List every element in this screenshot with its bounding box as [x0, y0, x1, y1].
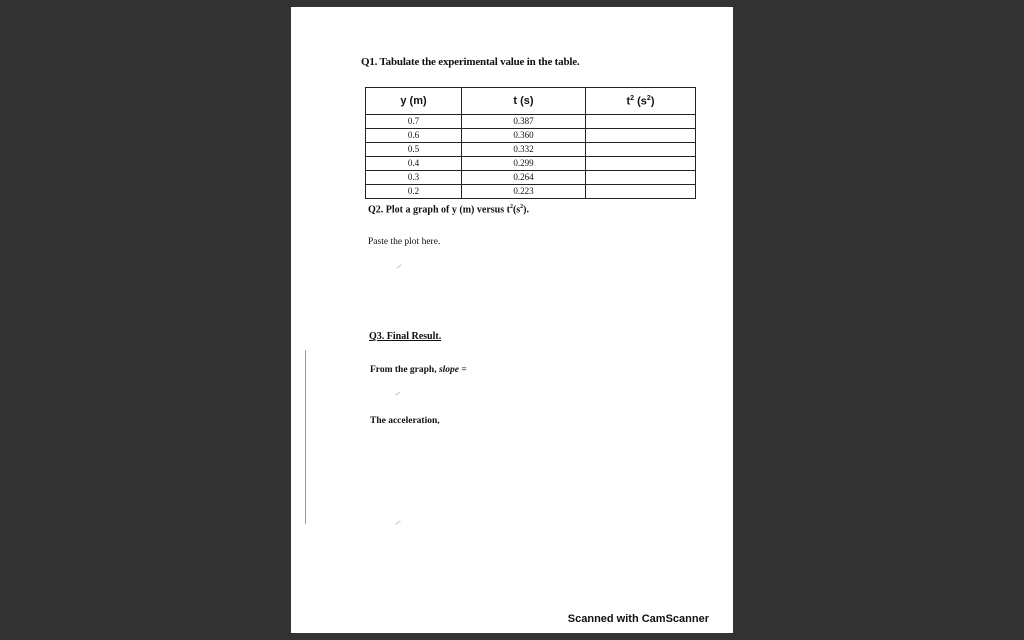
acceleration-line: The acceleration,	[370, 416, 440, 426]
table-row	[366, 185, 696, 199]
slope-line: From the graph, slope =	[370, 365, 467, 375]
table-row	[366, 171, 696, 185]
cell-y: 0.5	[366, 143, 462, 157]
scan-margin-line	[305, 350, 306, 524]
cell-t: 0.299	[462, 157, 586, 171]
pen-mark	[395, 520, 400, 524]
cell-y: 0.2	[366, 185, 462, 199]
q1-heading: Q1. Tabulate the experimental value in the table.	[361, 56, 580, 68]
q2-heading: Q2. Plot a graph of y (m) versus $t^2(s^2)$.	[368, 204, 530, 216]
cell-t: 0.264	[462, 171, 586, 185]
pen-mark	[395, 391, 400, 395]
table-row	[366, 129, 696, 143]
cell-y: 0.4	[366, 157, 462, 171]
cell-t: 0.360	[462, 129, 586, 143]
pen-mark	[396, 264, 401, 268]
cell-y: 0.7	[366, 115, 462, 129]
cell-y: 0.3	[366, 171, 462, 185]
cell-y: 0.6	[366, 129, 462, 143]
camscanner-watermark: Scanned with CamScanner	[567, 613, 709, 625]
data-table	[365, 87, 696, 199]
cell-t: 0.223	[462, 185, 586, 199]
table-header-row	[366, 88, 696, 115]
cell-t: 0.332	[462, 143, 586, 157]
table-row	[366, 157, 696, 171]
cell-t: 0.387	[462, 115, 586, 129]
cell-t-squared[interactable]	[586, 129, 696, 143]
table-row	[366, 143, 696, 157]
header-t-squared: $t^2$ $(s^2)$	[586, 88, 696, 115]
scanned-page	[291, 7, 733, 633]
paste-plot-note: Paste the plot here.	[368, 237, 441, 247]
header-y: y (m)	[366, 88, 462, 115]
header-t: t (s)	[462, 88, 586, 115]
cell-t-squared[interactable]	[586, 115, 696, 129]
q3-heading: Q3. Final Result.	[369, 331, 442, 342]
cell-t-squared[interactable]	[586, 143, 696, 157]
table-row	[366, 115, 696, 129]
cell-t-squared[interactable]	[586, 171, 696, 185]
cell-t-squared[interactable]	[586, 157, 696, 171]
cell-t-squared[interactable]	[586, 185, 696, 199]
